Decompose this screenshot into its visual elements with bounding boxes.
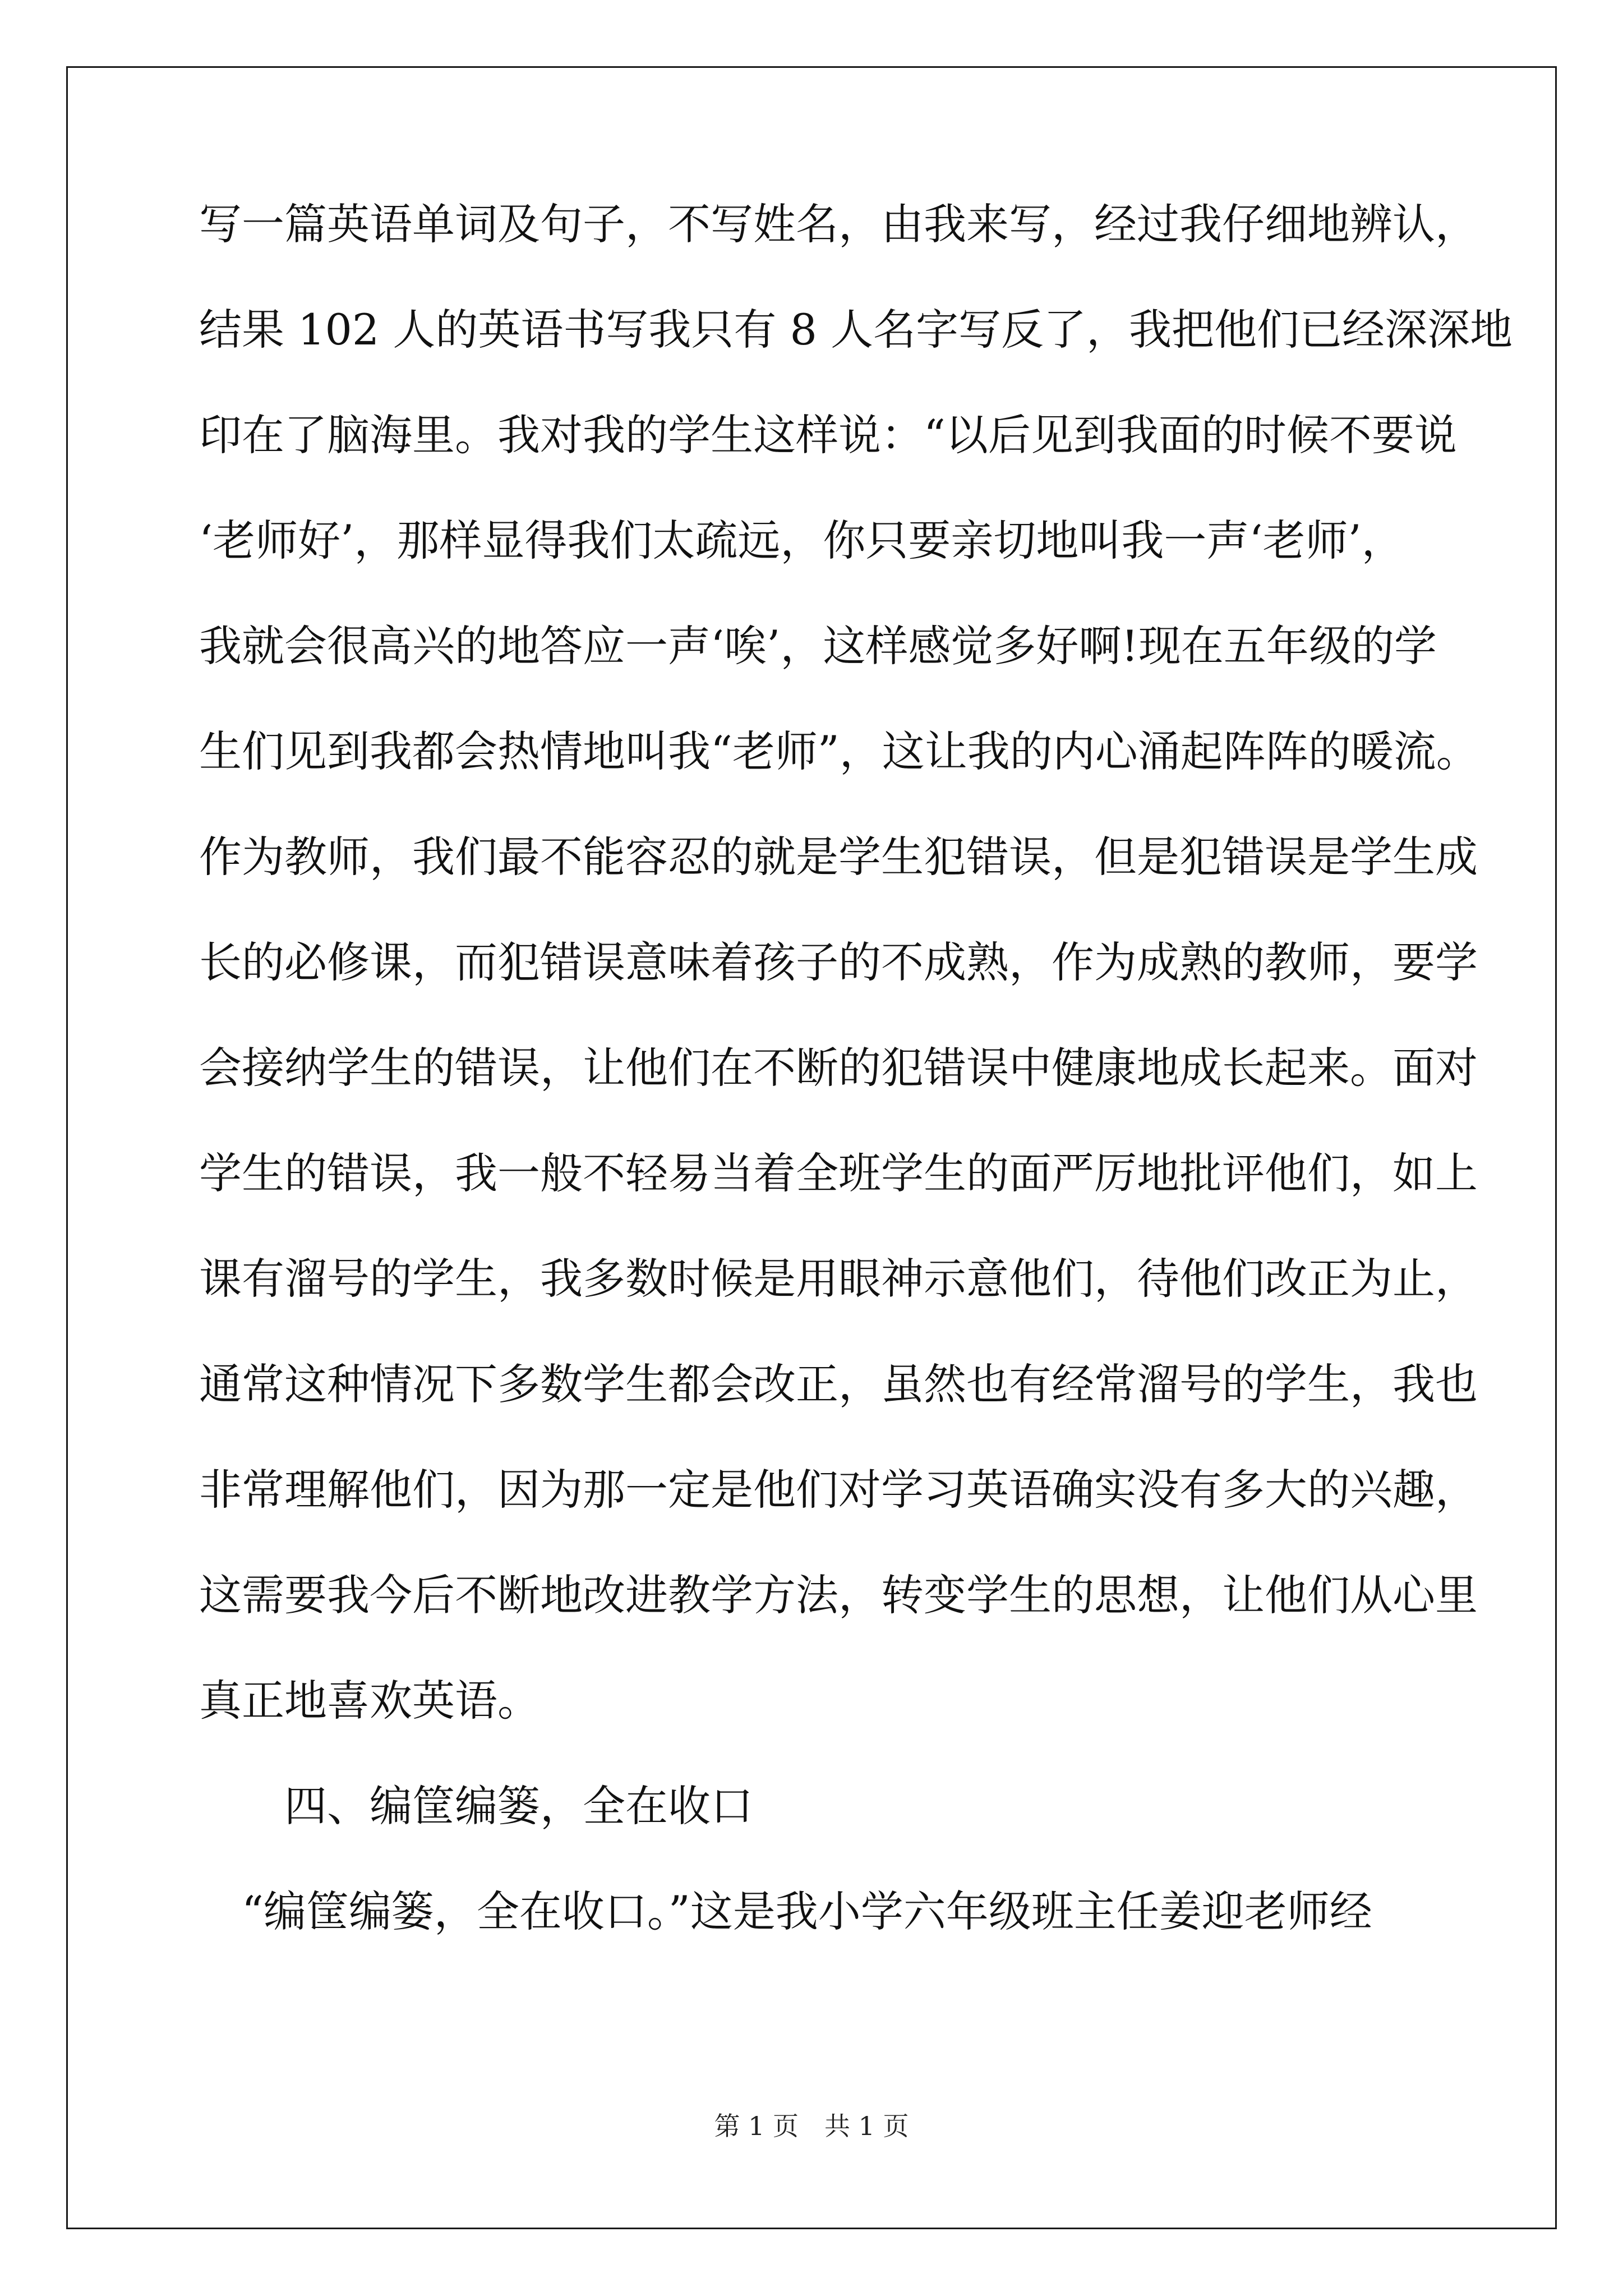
text-line: ‘老师好’，那样显得我们太疏远，你只要亲切地叫我一声‘老师’，	[199, 516, 1404, 565]
text-line: 我就会很高兴的地答应一声‘唉’，这样感觉多好啊!现在五年级的学	[199, 621, 1437, 671]
text-line: 印在了脑海里。我对我的学生这样说：“以后见到我面的时候不要说	[199, 410, 1457, 460]
text-line: 生们见到我都会热情地叫我“老师”，这让我的内心涌起阵阵的暖流。	[199, 726, 1479, 776]
text-line: 真正地喜欢英语。	[199, 1676, 540, 1726]
text-line: 这需要我今后不断地改进教学方法，转变学生的思想，让他们从心里	[199, 1570, 1478, 1620]
page-number: 第 1 页 共 1 页	[714, 2111, 909, 2141]
text-line: 课有溜号的学生，我多数时候是用眼神示意他们，待他们改正为止，	[199, 1254, 1478, 1304]
text-line: 作为教师，我们最不能容忍的就是学生犯错误，但是犯错误是学生成	[199, 832, 1478, 882]
text-line: 结果 102 人的英语书写我只有 8 人名字写反了，我把他们已经深深地	[199, 305, 1513, 355]
text-line: 写一篇英语单词及句子，不写姓名，由我来写，经过我仔细地辨认，	[199, 199, 1478, 249]
section-heading: 四、编筐编篓，全在收口	[199, 1781, 753, 1831]
text-line: “编筐编篓，全在收口。”这是我小学六年级班主任姜迎老师经	[199, 1887, 1372, 1936]
text-line: 会接纳学生的错误，让他们在不断的犯错误中健康地成长起来。面对	[199, 1043, 1478, 1093]
page-footer	[0, 2109, 1623, 2143]
text-line: 通常这种情况下多数学生都会改正，虽然也有经常溜号的学生，我也	[199, 1359, 1478, 1409]
text-line: 学生的错误，我一般不轻易当着全班学生的面严厉地批评他们，如上	[199, 1148, 1478, 1198]
text-line: 长的必修课，而犯错误意味着孩子的不成熟，作为成熟的教师，要学	[199, 937, 1478, 987]
text-line: 非常理解他们，因为那一定是他们对学习英语确实没有多大的兴趣，	[199, 1465, 1478, 1515]
